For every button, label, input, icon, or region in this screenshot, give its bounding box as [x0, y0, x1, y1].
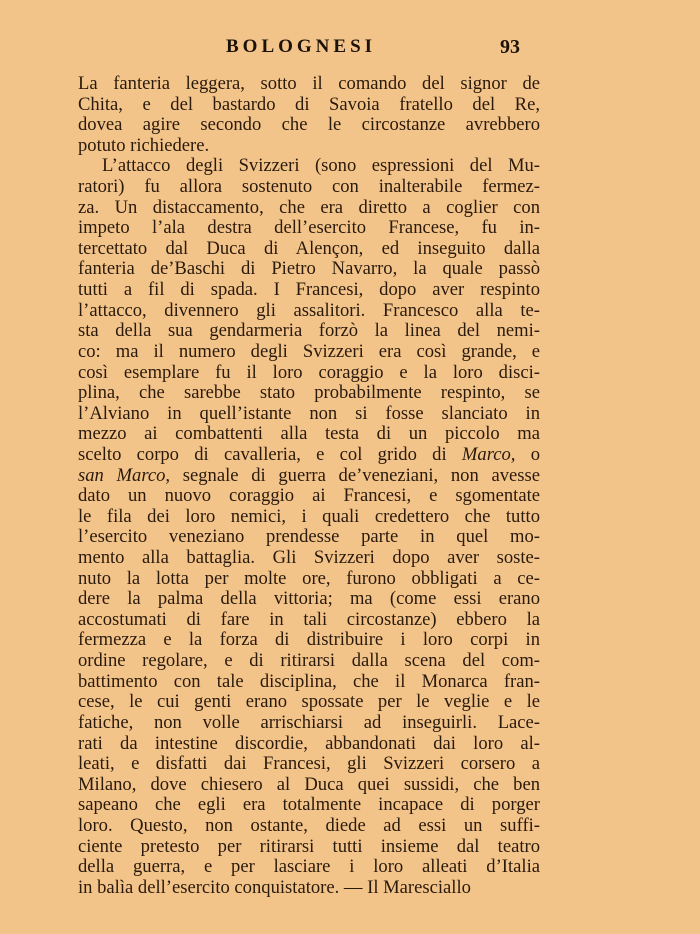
text-line: dere la palma della vittoria; ma (come essi erano: [78, 588, 540, 610]
page-number: 93: [500, 36, 520, 58]
text-line: san Marco, segnale di guerra de’veneziani, non avesse: [78, 464, 540, 486]
text-line: L’attacco degli Svizzeri (sono espressioni del Mu-: [102, 155, 540, 177]
text-line: l’Alviano in quell’istante non si fosse slanciato in: [78, 402, 540, 424]
text-line: co: ma il numero degli Svizzeri era così grande, e: [78, 340, 540, 362]
text-line: fermezza e la forza di distribuire i loro corpi in: [78, 629, 540, 651]
text-line: della guerra, e per lasciare i loro alleati d’Italia: [78, 856, 540, 878]
text-line: impeto l’ala destra dell’esercito Francese, fu in-: [78, 217, 540, 239]
text-line: accostumati di fare in tali circostanze) ebbero la: [78, 608, 540, 630]
text-line: dovea agire secondo che le circostanze avrebbero: [78, 114, 540, 136]
text-line: sapeano che egli era totalmente incapace di porger: [78, 794, 540, 816]
text-line: La fanteria leggera, sotto il comando del signor de: [78, 73, 540, 94]
text-line: fatiche, non volle arrischiarsi ad inseguirli. Lace-: [78, 711, 540, 733]
text-line: dato un nuovo coraggio ai Francesi, e sgomentate: [78, 485, 540, 507]
text-line: le fila dei loro nemici, i quali credettero che tutto: [78, 505, 540, 527]
text-line: ratori) fu allora sostenuto con inalterabile fermez-: [78, 176, 540, 198]
text-line: potuto richiedere.: [78, 134, 210, 156]
text-line: za. Un distaccamento, che era diretto a coglier con: [78, 196, 540, 218]
text-line: scelto corpo di cavalleria, e col grido di Marco, o: [78, 443, 541, 465]
text-line: in balìa dell’esercito conquistatore. — Il Maresciallo: [78, 876, 471, 898]
text-line: Milano, dove chiesero al Duca quei sussidi, che ben: [78, 773, 540, 795]
text-line: rati da intestine discordie, abbandonati dai loro al-: [78, 732, 540, 754]
text-line: Chita, e del bastardo di Savoia fratello del Re,: [78, 93, 540, 115]
text-line: così esemplare fu il loro coraggio e la loro disci-: [78, 361, 540, 383]
text-line: sta della sua gendarmeria forzò la linea del nemi-: [78, 320, 540, 342]
text-line: l’esercito veneziano prendesse parte in quel mo-: [78, 526, 540, 548]
running-header-title: BOLOGNESI: [226, 36, 377, 57]
text-line: l’attacco, divennero gli assalitori. Francesco alla te-: [78, 299, 540, 321]
text-line: loro. Questo, non ostante, diede ad essi un suffi-: [78, 814, 540, 836]
text-line: fanteria de’Baschi di Pietro Navarro, la quale passò: [78, 258, 540, 280]
text-line: mezzo ai combattenti alla testa di un piccolo ma: [78, 423, 540, 445]
text-line: nuto la lotta per molte ore, furono obbligati a ce-: [78, 567, 540, 589]
text-line: ciente pretesto per ritirarsi tutti insieme dal teatro: [78, 835, 540, 857]
text-line: cese, le cui genti erano spossate per le veglie e le: [78, 691, 540, 713]
text-line: mento alla battaglia. Gli Svizzeri dopo aver soste-: [78, 547, 540, 569]
text-line: leati, e disfatti dai Francesi, gli Svizzeri corsero a: [78, 753, 540, 775]
text-line: tercettato dal Duca di Alençon, ed inseguito dalla: [78, 237, 540, 259]
text-line: battimento con tale disciplina, che il Monarca fran-: [78, 670, 540, 692]
text-line: ordine regolare, e di ritirarsi dalla scena del com-: [78, 650, 540, 672]
body-text: [78, 74, 540, 898]
text-line: plina, che sarebbe stato probabilmente respinto, se: [78, 382, 540, 404]
text-line: tutti a fil di spada. I Francesi, dopo aver respinto: [78, 279, 540, 301]
